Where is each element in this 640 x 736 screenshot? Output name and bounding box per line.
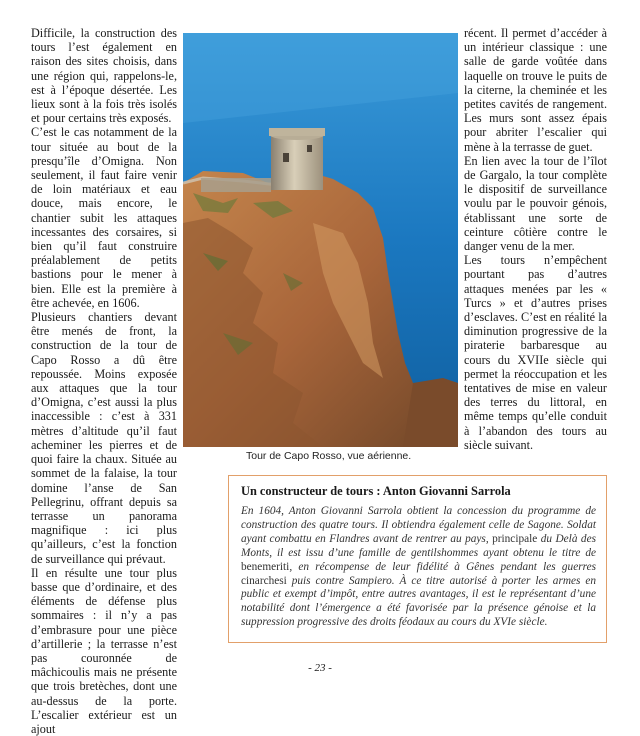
paragraph: C’est le cas notamment de la tour située au bout de la presqu’île d’Omigna. Non seulement, il faut faire venir de loin matériaux et eau douce, mais encore, le chantier subit les attaques incessantes des corsaires, si bien qu’il faut construire préalablement de petits bastions pour le mener à bien. Elle est la première à être achevée, en 1606. (31, 125, 177, 310)
sidebar-body (241, 505, 596, 630)
sidebar-box (228, 475, 607, 643)
paragraph: Il en résulte une tour plus basse que d’ordinaire, et des éléments de défense plus sommaires : il n’y a pas d’embrasure pour une pièce d’artillerie ; la terrasse n’est pas couronnée de mâchicoulis mais ne présente que trois bretèches, dont une au-dessus de la porte. L’escalier extérieur est un ajout (31, 565, 177, 736)
sidebar-text: En 1604, Anton Giovanni Sarrola obtient la concession du programme de construction des quatre tours. Il obtiendra également celle de Sagone. Soldat ayant combattu en Flandres avant de rentrer au pays, (241, 505, 596, 545)
paragraph: Difficile, la construction des tours l’est également en raison des sites choisis, dans une région qui, rappelons-le, est à l’époque désertée. Les lieux sont à la fois très isolés et pour certains très exposés. (31, 26, 177, 126)
paragraph: Les tours n’empêchent pourtant pas d’autres attaques menées par les « Turcs » et d’autres prises d’esclaves. C’est en réalité la diminution progressive de la piraterie barbaresque au cours du XVIIe siècle qui permet la réoccupation et les tentatives de mise en valeur des terres du littoral, en même temps qu’elle conduit à l’abandon des tours au siècle suivant. (464, 253, 607, 452)
photo-caption: Tour de Capo Rosso, vue aérienne. (246, 450, 412, 462)
page-number: - 23 - (308, 662, 332, 674)
sidebar-term: cinarchesi (241, 574, 287, 587)
paragraph: Plusieurs chantiers devant être menés de front, la construction de la tour de Capo Rosso a dû être repoussée. Moins exposée aux attaques que la tour d’Omigna, c’est aussi la plus inaccessible : c’est à 331 mètres d’altitude qu’il faut acheminer les pierres et de quoi faire la chaux. Située au sommet de la falaise, la tour domine l’anse de San Pellegrinu, offrant depuis sa terrasse un panorama magnifique : ici plus qu’ailleurs, c’est la fonction de surveillance qui prévaut. (31, 310, 177, 566)
paragraph: En lien avec la tour de l’îlot de Gargalo, la tour complète le dispositif de surveillance voulu par le pouvoir génois, établissant une sorte de ceinture côtière contre le danger venu de la mer. (464, 153, 607, 254)
sidebar-text: , en récompense de leur fidélité à Gênes pendant les guerres (289, 560, 596, 573)
sidebar-text: puis contre Sampiero. À ce titre autorisé à porter les armes en public et exempt d’impôt, entre autres avantages, il est le représentant d’une notabilité dont l’émergence a été favorisée par la présence génoise et la suppression progressive des droits féodaux au cours du XVIe siècle. (241, 574, 596, 629)
sidebar-title: Un constructeur de tours : Anton Giovanni Sarrola (241, 484, 511, 498)
aerial-photo-capo-rosso (183, 33, 458, 447)
sidebar-text: du Delà des Monts, il est issu d’une famille de gentilshommes ayant obtenu le titre de (241, 532, 596, 559)
paragraph: récent. Il permet d’accéder à un intérieur classique : une salle de garde voûtée dans laquelle on trouve le puits de la citerne, la cheminée et les petites cavités de rangement. Les murs sont assez épais pour abriter l’escalier qui mène à la terrasse de guet. (464, 26, 607, 154)
right-column (464, 26, 607, 452)
left-column (31, 26, 177, 736)
cliff-tower-illustration (183, 33, 458, 447)
sidebar-term: principale (492, 532, 538, 545)
sidebar-term: benemeriti (241, 560, 290, 573)
